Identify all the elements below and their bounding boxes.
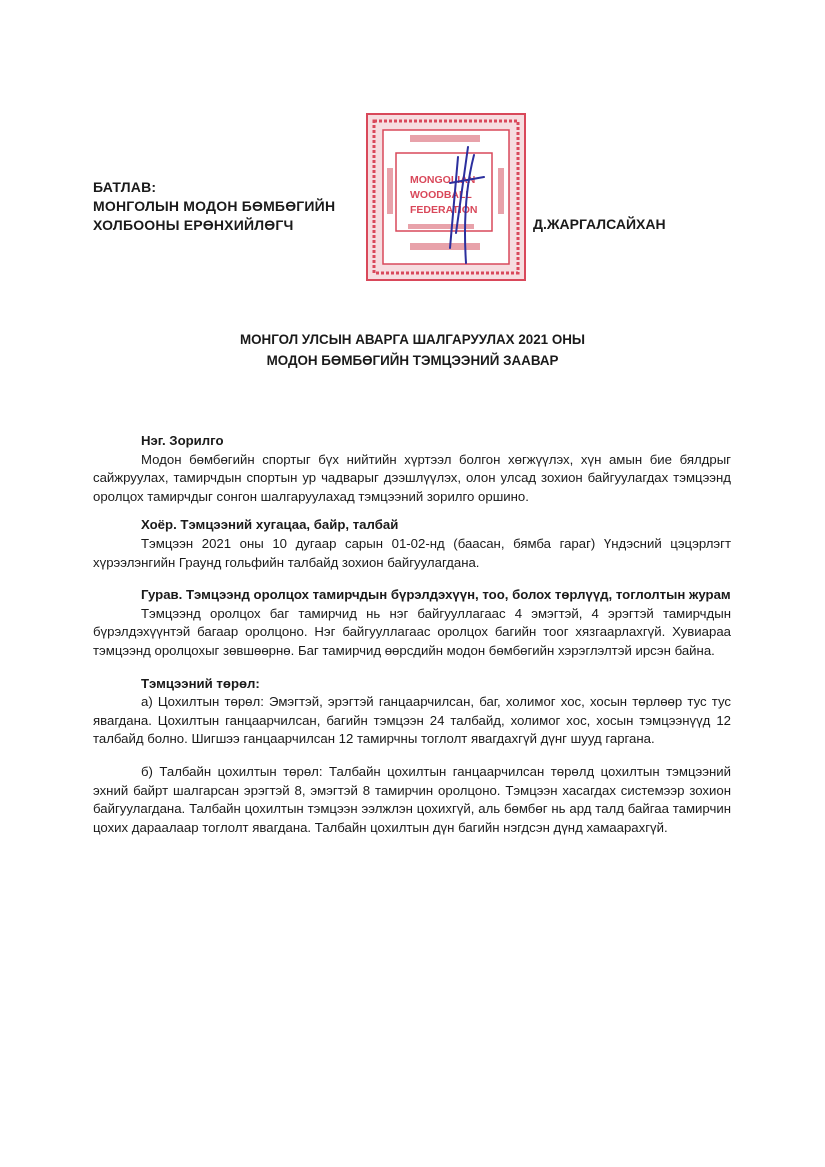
section-3-text: Тэмцээнд оролцох баг тамирчид нь нэг байгууллагаас 4 эмэгтэй, 4 эрэгтэй тамирчдын бүрэлдэхүүнтэй багаар оролцоно. Нэг байгууллагаас оролцох багийн тоог хязгаарлахгүй. Хувиараа тэмцээнд оролцохыг зөвшөөрнө. Баг тамирчид өөрсдийн модон бөмбөгийн хэрэглэлтэй ирсэн байна. xyxy=(93,605,731,658)
approval-block xyxy=(93,178,335,235)
stamp-text-line3: FEDERATION xyxy=(410,204,478,216)
approval-org-line: МОНГОЛЫН МОДОН БӨМБӨГИЙН xyxy=(93,198,336,214)
section-2-heading: Хоёр. Тэмцээний хугацаа, байр, талбай xyxy=(141,517,399,533)
title-line-1: МОНГОЛ УЛСЫН АВАРГА ШАЛГАРУУЛАХ 2021 ОНЫ xyxy=(239,332,586,347)
federation-stamp xyxy=(366,113,526,281)
section-2-text: Тэмцээн 2021 оны 10 дугаар сарын 01-02-нд (баасан, бямба гараг) Үндэсний цэцэрлэгт хүрээлэнгийн Граунд гольфийн талбайд зохион байгуулагдана. xyxy=(93,535,731,570)
signer-name: Д.ЖАРГАЛСАЙХАН xyxy=(533,216,666,232)
competition-types-heading: Тэмцээний төрөл: xyxy=(141,675,260,691)
approval-label: БАТЛАВ: xyxy=(93,179,157,195)
section-1-text: Модон бөмбөгийн спортыг бүх нийтийн хүртээл болгон хөгжүүлэх, хүн амын бие бялдрыг сайжруулах, тамирчдын спортын ур чадварыг дээшлүүлэх, олон улсад зохион байгуулагдах тэмцээнд оролцох тамирчдыг сонгон шалгаруулахад тэмцээний зорилго оршино. xyxy=(93,451,731,504)
title-line-2: МОДОН БӨМБӨГИЙН ТЭМЦЭЭНИЙ ЗААВАР xyxy=(266,353,559,368)
stamp-text-line1: MONGOLIAN xyxy=(410,174,476,186)
document-title xyxy=(100,329,725,371)
competition-type-a: а) Цохилтын төрөл: Эмэгтэй, эрэгтэй ганцаарчилсан, баг, холимог хос, хосын төрлөөр тус тус явагдана. Цохилтын ганцаарчилсан, багийн тэмцээн 24 талбайд, холимог хос, хосын тэмцээнүүд 12 талбайд болно. Шигшээ ганцаарчилсан 12 тамирчны тоглолт явагдахгүй дүнг шууд гаргана. xyxy=(93,694,731,747)
section-1-heading: Нэг. Зорилго xyxy=(141,433,224,448)
approval-position-line: ХОЛБООНЫ ЕРӨНХИЙЛӨГЧ xyxy=(93,217,294,233)
document-body xyxy=(93,432,731,837)
stamp-text-line2: WOODBALL xyxy=(410,189,472,201)
competition-type-b: б) Талбайн цохилтын төрөл: Талбайн цохилтын ганцаарчилсан төрөлд цохилтын тэмцээний эхний байрт шалгарсан эрэгтэй 8, эмэгтэй 8 тамирчин оролцоно. Тэмцээн хасагдах системээр зохион байгуулагдана. Талбайн цохилтын тэмцээн ээлжлэн цохихгүй, аль бөмбөг нь ард талд байгаа тамирчин цохих дараалаар тоглолт явагдана. Талбайн цохилтын дүн багийн нэгдсэн дүнд хамаарахгүй. xyxy=(93,763,731,835)
section-3-heading: Гурав. Тэмцээнд оролцох тамирчдын бүрэлдэхүүн, тоо, болох төрлүүд, тоглолтын журам xyxy=(141,587,731,603)
